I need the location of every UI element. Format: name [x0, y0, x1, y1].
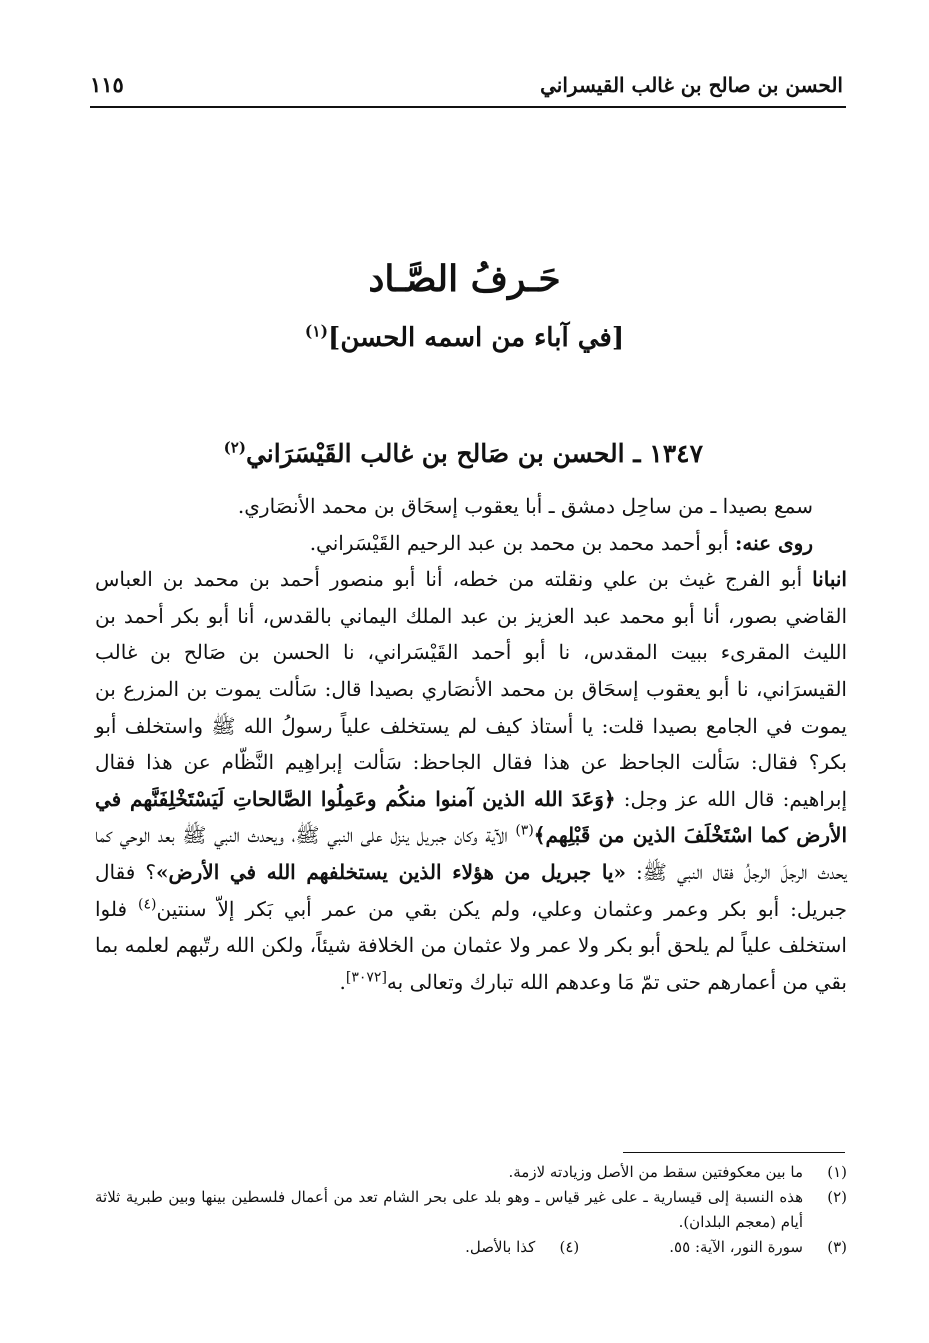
footnote-1 — [95, 1160, 847, 1185]
footnote-4-text: كذا بالأصل. — [465, 1238, 536, 1256]
footnotes — [95, 1160, 847, 1260]
entry-name: ـ الحسن بن صَالح بن غالب القَيْسَرَاني — [245, 439, 641, 468]
isnad-text-2: الآية وكان جبريل ينزل على النبي ﷺ، ويحدث النبي ﷺ بعد الوحي كما يحدث الرجلَ الرجلُ فقال النبي ﷺ: — [95, 823, 848, 884]
isnad-text-4: فلوا استخلف علياً لم يلحق أبو بكر ولا عمر ولا عثمان من الخلافة شيئاً، ولكن الله رتّبهم لعلمه بما بقي من أعمارهم حتى تمّ مَا وعدهم الله تبارك وتعالى به — [95, 896, 847, 994]
footnote-rule — [623, 1152, 845, 1153]
paragraph-narrated — [95, 525, 847, 562]
isnad-end: . — [339, 969, 346, 994]
section-subtitle — [0, 318, 929, 358]
footnote-row-3-4 — [95, 1235, 847, 1260]
section-title: حَـرفُ الصَّـاد — [368, 258, 561, 300]
entry-body — [95, 488, 847, 1000]
section-subtitle-text: [في آباء من اسمه الحسن] — [328, 323, 625, 353]
footnote-ref-4: (٤) — [138, 895, 157, 912]
quran-quote: ﴿وَعَدَ الله الذين آمنوا منكُم وعَمِلُوا الصَّالحاتِ لَيَسْتَخْلِفَنَّهم في الأرض كما اسْتَخْلَفَ الذين من قَبْلِهم﴾ — [95, 786, 847, 848]
footnote-2-text: هذه النسبة إلى قيسارية ـ على غير قياس ـ وهو بلد على بحر الشام تعد من أعمال فلسطين بينها وبين طبرية ثلاثة أيام (معجم البلدان). — [95, 1188, 803, 1231]
source-reference: [٣٠٧٢] — [345, 969, 387, 986]
footnote-ref-1: (١) — [304, 321, 329, 341]
footnote-4-number: (٤) — [559, 1238, 580, 1256]
isnad-lead: انبانا — [812, 567, 847, 592]
entry-heading — [224, 434, 703, 474]
footnote-2-number: (٢) — [827, 1188, 847, 1206]
isnad-text-3: ؟ فقال جبريل: أبو بكر وعمر وعثمان وعلي، ولم يكن بقي من عمر أبي بَكر إلاّ سنتين — [95, 859, 847, 921]
footnote-ref-2: (٢) — [223, 438, 246, 457]
footnote-3-number: (٣) — [827, 1238, 847, 1256]
footnote-2 — [95, 1185, 847, 1235]
isnad-text-1: أبو الفرج غيث بن علي ونقلته من خطه، أنا أبو منصور أحمد بن محمد بن العباس القاضي بصور، أنا أبو محمد عبد العزيز بن عبد الملك اليماني بالقدس، أنا أبو بكر أحمد بن الليث المقرىء ببيت المقدس، نا أبو أحمد القَيْسَراني، نا الحسن بن صَالح بن غالب القيسرَاني، نا أبو يعقوب إسحَاق بن محمد الأنصَاري بصيدا قال: سَألت يموت بن المزرع بن يموت في الجامع بصيدا قلت: يا أستاذ كيف لم يستخلف علياً رسولُ الله ﷺ واستخلف أبو بكر؟ فقال: سَألت الجاحظ عن هذا فقال الجاحظ: سَألت إبراهِيم النَّظّام عن هذا فقال إبراهيم: قال الله عز وجل: — [95, 567, 848, 811]
footnote-4 — [465, 1235, 579, 1260]
footnote-3-text: سورة النور، الآية: ٥٥. — [669, 1238, 803, 1256]
paragraph-heard: سمع بصيدا ـ من ساحِل دمشق ـ أبا يعقوب إسحَاق بن محمد الأنصَاري. — [237, 494, 813, 518]
entry-number: ١٣٤٧ — [649, 439, 703, 468]
footnote-3 — [669, 1235, 847, 1260]
header-rule — [90, 106, 846, 108]
footnote-ref-3: (٣) — [515, 822, 534, 839]
footnote-1-number: (١) — [827, 1163, 847, 1181]
narrated-lead: روى عنه: — [734, 530, 813, 555]
page-number: ١١٥ — [90, 72, 124, 97]
paragraph-isnad — [95, 561, 847, 1000]
footnote-1-text: ما بين معكوفتين سقط من الأصل وزيادته لازمة. — [508, 1163, 803, 1181]
running-title: الحسن بن صالح بن غالب القيسراني — [540, 73, 843, 97]
narrated-text: أبو أحمد محمد بن محمد بن عبد الرحيم القَيْسَراني. — [309, 530, 735, 555]
hadith-quote: «يا جبريل من هؤلاء الذين يستخلفهم الله في الأرض» — [155, 859, 627, 884]
